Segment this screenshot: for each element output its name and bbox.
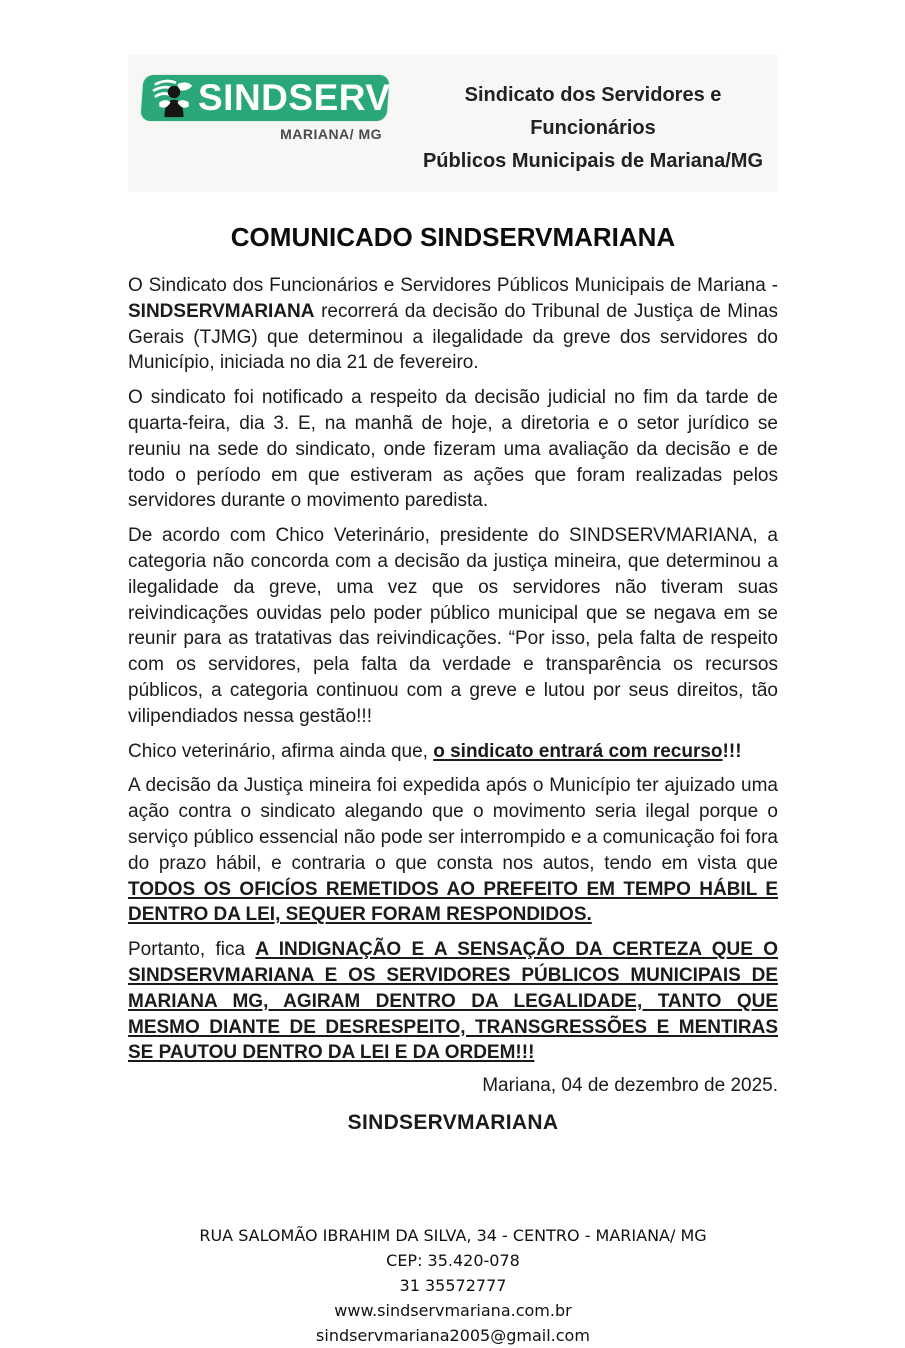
footer-address-block <box>128 1223 778 1348</box>
paragraph <box>128 773 778 928</box>
logo-inner <box>148 76 391 120</box>
paragraph <box>128 523 778 729</box>
logo-subtitle: MARIANA/ MG <box>280 126 382 142</box>
paragraph <box>128 385 778 514</box>
signature: SINDSERVMARIANA <box>347 1111 559 1135</box>
text-segment: Portanto, fica <box>128 939 256 961</box>
text-segment: O Sindicato dos Funcionários e Servidores Públicos Municipais de Mariana - <box>128 275 778 296</box>
date-line: Mariana, 04 de dezembro de 2025. <box>482 1075 778 1097</box>
text-segment: Chico veterinário, afirma ainda que, <box>128 740 434 762</box>
document-page <box>128 55 778 1348</box>
text-segment: o sindicato entrará com recurso <box>433 740 723 762</box>
footer-line: 31 35572777 <box>399 1276 507 1296</box>
text-segment: De acordo com Chico Veterinário, presidente do SINDSERVMARIANA, a categoria não concorda com a decisão da justiça mineira, que determinou a ilegalidade da greve, uma vez que os servidores não tiveram suas reivindicações ouvidas pelo poder público municipal que se negava em se reunir para as tratativas das reivindicações. “Por isso, pela falta de respeito com os servidores, pela falta da verdade e transparência os recursos públicos, a categoria continuou com a greve e lutou por seus direitos, tão vilipendiados nessa gestão!!! <box>128 525 778 727</box>
organization-name <box>412 75 774 178</box>
footer-line: CEP: 35.420-078 <box>386 1251 520 1271</box>
logo-green-box <box>140 75 389 121</box>
text-segment: A decisão da Justiça mineira foi expedida após o Município ter ajuizado uma ação contra o sindicato alegando que o movimento seria ilegal porque o serviço público essencial não pode ser interrompido e a comunicação foi fora do prazo hábil, e contraria o que consta nos autos, tendo em vista que <box>128 775 778 874</box>
paragraph <box>128 273 778 376</box>
organization-name-line2: Públicos Municipais de Mariana/MG <box>422 150 764 172</box>
paragraph <box>128 937 778 1066</box>
paragraph <box>128 739 778 765</box>
text-segment: !!! <box>722 740 742 762</box>
communique-body <box>128 273 778 1066</box>
footer-line: RUA SALOMÃO IBRAHIM DA SILVA, 34 - CENTRO - MARIANA/ MG <box>199 1226 707 1246</box>
text-segment: SINDSERVMARIANA <box>128 300 315 322</box>
text-segment: A INDIGNAÇÃO E A SENSAÇÃO DA CERTEZA QUE O SINDSERVMARIANA E OS SERVIDORES PÚBLICOS MUNICIPAIS DE MARIANA MG, AGIRAM DENTRO DA LEGALIDADE, TANTO QUE MESMO DIANTE DE DESRESPEITO, TRANSGRESSÕES E MENTIRAS SE PAUTOU DENTRO DA LEI E DA ORDEM!!! <box>128 939 778 1064</box>
sindserv-logo <box>142 75 398 142</box>
document-title: COMUNICADO SINDSERVMARIANA <box>230 222 676 252</box>
text-segment: recorrerá da decisão do Tribunal de Justiça de Minas Gerais (TJMG) que determinou a ilegalidade da greve dos servidores do Município, iniciada no dia 21 de fevereiro. <box>128 300 778 374</box>
logo-wordmark: SINDSERV <box>198 77 391 118</box>
text-segment: TODOS OS OFICÍOS REMETIDOS AO PREFEITO EM TEMPO HÁBIL E DENTRO DA LEI, SEQUER FORAM RESPONDIDOS. <box>128 878 778 926</box>
union-person-icon <box>148 76 200 120</box>
footer-line: sindservmariana2005@gmail.com <box>316 1326 590 1346</box>
text-segment: O sindicato foi notificado a respeito da decisão judicial no fim da tarde de quarta-feira, dia 3. E, na manhã de hoje, a diretoria e o setor jurídico se reuniu na sede do sindicato, onde fizeram uma avaliação da decisão e de todo o período em que estiveram as ações que foram realizadas pelos servidores durante o movimento paredista. <box>128 387 778 512</box>
organization-name-line1: Sindicato dos Servidores e Funcionários <box>464 84 722 139</box>
footer-line: www.sindservmariana.com.br <box>334 1301 572 1321</box>
letterhead <box>128 55 778 192</box>
